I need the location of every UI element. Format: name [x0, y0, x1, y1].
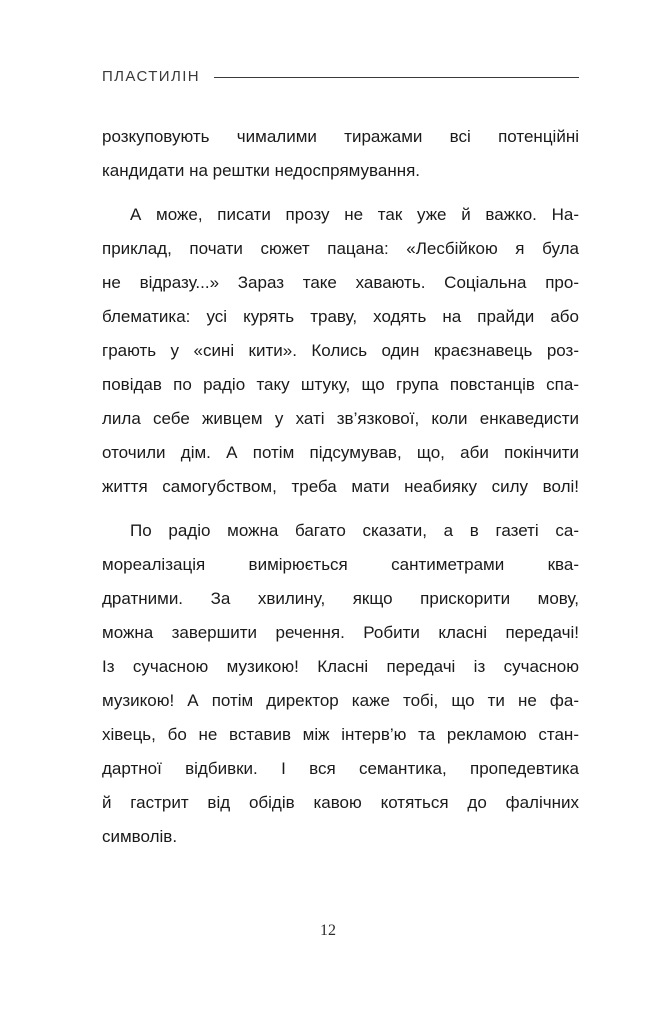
text-line: дратними. За хвилину, якщо прискорити мову, — [102, 589, 579, 608]
body-text — [102, 120, 579, 854]
paragraph-1 — [102, 120, 579, 188]
text-line: хівець, бо не вставив між інтерв’ю та рекламою стан- — [102, 725, 579, 744]
text-line: символів. — [102, 827, 178, 846]
text-line: повідав по радіо таку штуку, що група повстанців спа- — [102, 375, 579, 394]
running-title: ПЛАСТИЛІН — [102, 67, 201, 85]
text-line: лила себе живцем у хаті зв’язкової, коли енкаведисти — [102, 409, 579, 428]
paragraph-2 — [102, 198, 579, 504]
text-line: приклад, почати сюжет пацана: «Лесбійкою я була — [102, 239, 579, 258]
page-number: 12 — [320, 922, 336, 939]
text-line: мореалізація вимірюється сантиметрами ква- — [102, 555, 579, 574]
running-header — [102, 64, 579, 88]
text-line: А може, писати прозу не так уже й важко. На- — [130, 205, 579, 224]
text-line: розкуповують чималими тиражами всі потенційні — [102, 127, 579, 146]
text-line: По радіо можна багато сказати, а в газеті са- — [130, 521, 579, 540]
text-line: Із сучасною музикою! Класні передачі із сучасною — [102, 657, 579, 676]
text-line: оточили дім. А потім підсумував, що, аби покінчити — [102, 443, 579, 462]
header-rule — [214, 77, 579, 78]
text-line: кандидати на рештки недоспрямування. — [102, 161, 421, 180]
text-line: дартної відбивки. І вся семантика, пропедевтика — [102, 759, 579, 778]
text-line: можна завершити речення. Робити класні передачі! — [102, 623, 579, 642]
text-line: блематика: усі курять траву, ходять на прайди або — [102, 307, 579, 326]
text-line: музикою! А потім директор каже тобі, що ти не фа- — [102, 691, 579, 710]
text-line: грають у «сині кити». Колись один краєзнавець роз- — [102, 341, 579, 360]
text-line: не відразу...» Зараз таке хавають. Соціальна про- — [102, 273, 579, 292]
paragraph-3 — [102, 514, 579, 854]
text-line: життя самогубством, треба мати неабияку силу волі! — [102, 477, 579, 496]
text-line: й гастрит від обідів кавою котяться до фалічних — [102, 793, 579, 812]
